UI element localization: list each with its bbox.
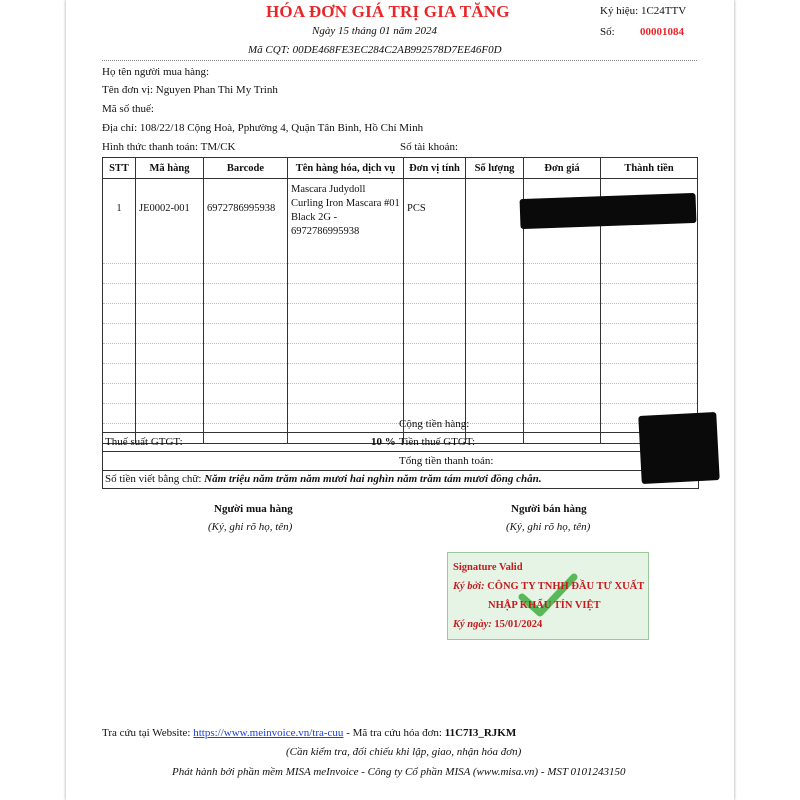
amount-in-words	[105, 473, 541, 485]
col-thanh-tien: Thành tiền	[601, 158, 698, 179]
buyer-tax-code: Mã số thuế:	[102, 103, 154, 115]
ky-boi-line1: CÔNG TY TNHH ĐẦU TƯ XUẤT	[487, 581, 645, 592]
invoice-title: HÓA ĐƠN GIÁ TRỊ GIA TĂNG	[266, 2, 510, 21]
signed-date	[453, 619, 542, 630]
table-row-empty	[103, 284, 698, 304]
bang-chu-value: Năm triệu năm trăm năm mươi hai nghìn năm trăm tám mươi đồng chẵn.	[204, 473, 542, 485]
buyer-address: Địa chỉ: 108/22/18 Cộng Hoà, Pphường 4, Quận Tân Bình, Hồ Chí Minh	[102, 122, 424, 134]
redaction-mark	[520, 193, 697, 229]
row-ten-hang: Mascara Judydoll Curling Iron Mascara #01 Black 2G - 6972786995938	[288, 179, 404, 264]
col-don-vi: Đơn vị tính	[404, 158, 466, 179]
invoice-ky-hieu	[600, 5, 686, 17]
buyer-unit: Tên đơn vị: Nguyen Phan Thi My Trinh	[102, 84, 278, 96]
lookup-line	[102, 727, 516, 739]
tong-tien-label: Tổng tiền thanh toán:	[399, 455, 494, 467]
ky-ngay-label: Ký ngày:	[453, 619, 492, 630]
redaction-mark	[638, 412, 719, 484]
tien-thue-label: Tiền thuế GTGT:	[399, 436, 476, 448]
col-stt: STT	[103, 158, 136, 179]
table-row-empty	[103, 344, 698, 364]
totals-block	[102, 414, 699, 489]
table-header-row	[103, 158, 698, 179]
ky-hieu-label: Ký hiệu:	[600, 5, 639, 17]
table-row-empty	[103, 384, 698, 404]
bang-chu-label: Số tiền viết bằng chữ:	[105, 473, 202, 485]
buyer-sign-note: (Ký, ghi rõ họ, tên)	[208, 521, 293, 533]
invoice-number: 00001084	[640, 26, 684, 38]
lookup-code: 11C7I3_RJKM	[444, 727, 517, 739]
thue-suat-value: 10 %	[371, 436, 396, 448]
invoice-ma-cqt: Mã CQT: 00DE468FE3EC284C2AB992578D7EE46F0D	[248, 44, 502, 56]
col-so-luong: Số lượng	[466, 158, 524, 179]
table-row-empty	[103, 324, 698, 344]
ky-boi-line2: NHẬP KHẨU TÍN VIỆT	[488, 600, 601, 611]
lookup-link[interactable]: https://www.meinvoice.vn/tra-cuu	[193, 727, 344, 739]
ky-ngay-value: 15/01/2024	[494, 619, 543, 630]
buyer-sign-title: Người mua hàng	[214, 503, 293, 515]
col-ten-hang: Tên hàng hóa, dịch vụ	[288, 158, 404, 179]
totals-divider	[103, 470, 698, 471]
table-row-empty	[103, 304, 698, 324]
invoice-so-label: Số:	[600, 26, 615, 38]
lookup-code-label: - Mã tra cứu hóa đơn:	[346, 727, 442, 739]
payment-method: Hình thức thanh toán: TM/CK	[102, 141, 236, 153]
buyer-name: Họ tên người mua hàng:	[102, 66, 210, 78]
publisher-line: Phát hành bởi phần mềm MISA meInvoice - Công ty Cổ phần MISA (www.misa.vn) - MST 0101243150	[172, 766, 626, 778]
lookup-prefix: Tra cứu tại Website:	[102, 727, 191, 739]
digital-signature-box	[447, 552, 649, 640]
row-barcode: 6972786995938	[204, 179, 288, 264]
verify-note: (Cần kiểm tra, đối chiếu khi lập, giao, nhận hóa đơn)	[286, 746, 522, 758]
totals-divider	[103, 451, 698, 452]
cong-tien-hang-label: Cộng tiền hàng:	[399, 418, 470, 430]
signature-valid-label: Signature Valid	[453, 562, 523, 573]
col-ma-hang: Mã hàng	[136, 158, 204, 179]
ky-boi-label: Ký bởi:	[453, 581, 485, 592]
invoice-date: Ngày 15 tháng 01 năm 2024	[312, 25, 437, 37]
ky-hieu-value: 1C24TTV	[640, 5, 687, 17]
seller-sign-note: (Ký, ghi rõ họ, tên)	[506, 521, 591, 533]
col-barcode: Barcode	[204, 158, 288, 179]
table-row-empty	[103, 264, 698, 284]
table-row-empty	[103, 364, 698, 384]
seller-sign-title: Người bán hàng	[511, 503, 587, 515]
signed-by	[453, 581, 644, 592]
row-don-vi: PCS	[404, 179, 466, 264]
account-number: Số tài khoản:	[400, 141, 459, 153]
check-icon	[518, 573, 578, 619]
row-so-luong	[466, 179, 524, 264]
totals-divider	[103, 432, 698, 433]
header-divider	[102, 60, 697, 61]
row-ma-hang: JE0002-001	[136, 179, 204, 264]
row-stt: 1	[103, 179, 136, 264]
col-don-gia: Đơn giá	[524, 158, 601, 179]
thue-suat-label: Thuế suất GTGT:	[105, 436, 183, 448]
